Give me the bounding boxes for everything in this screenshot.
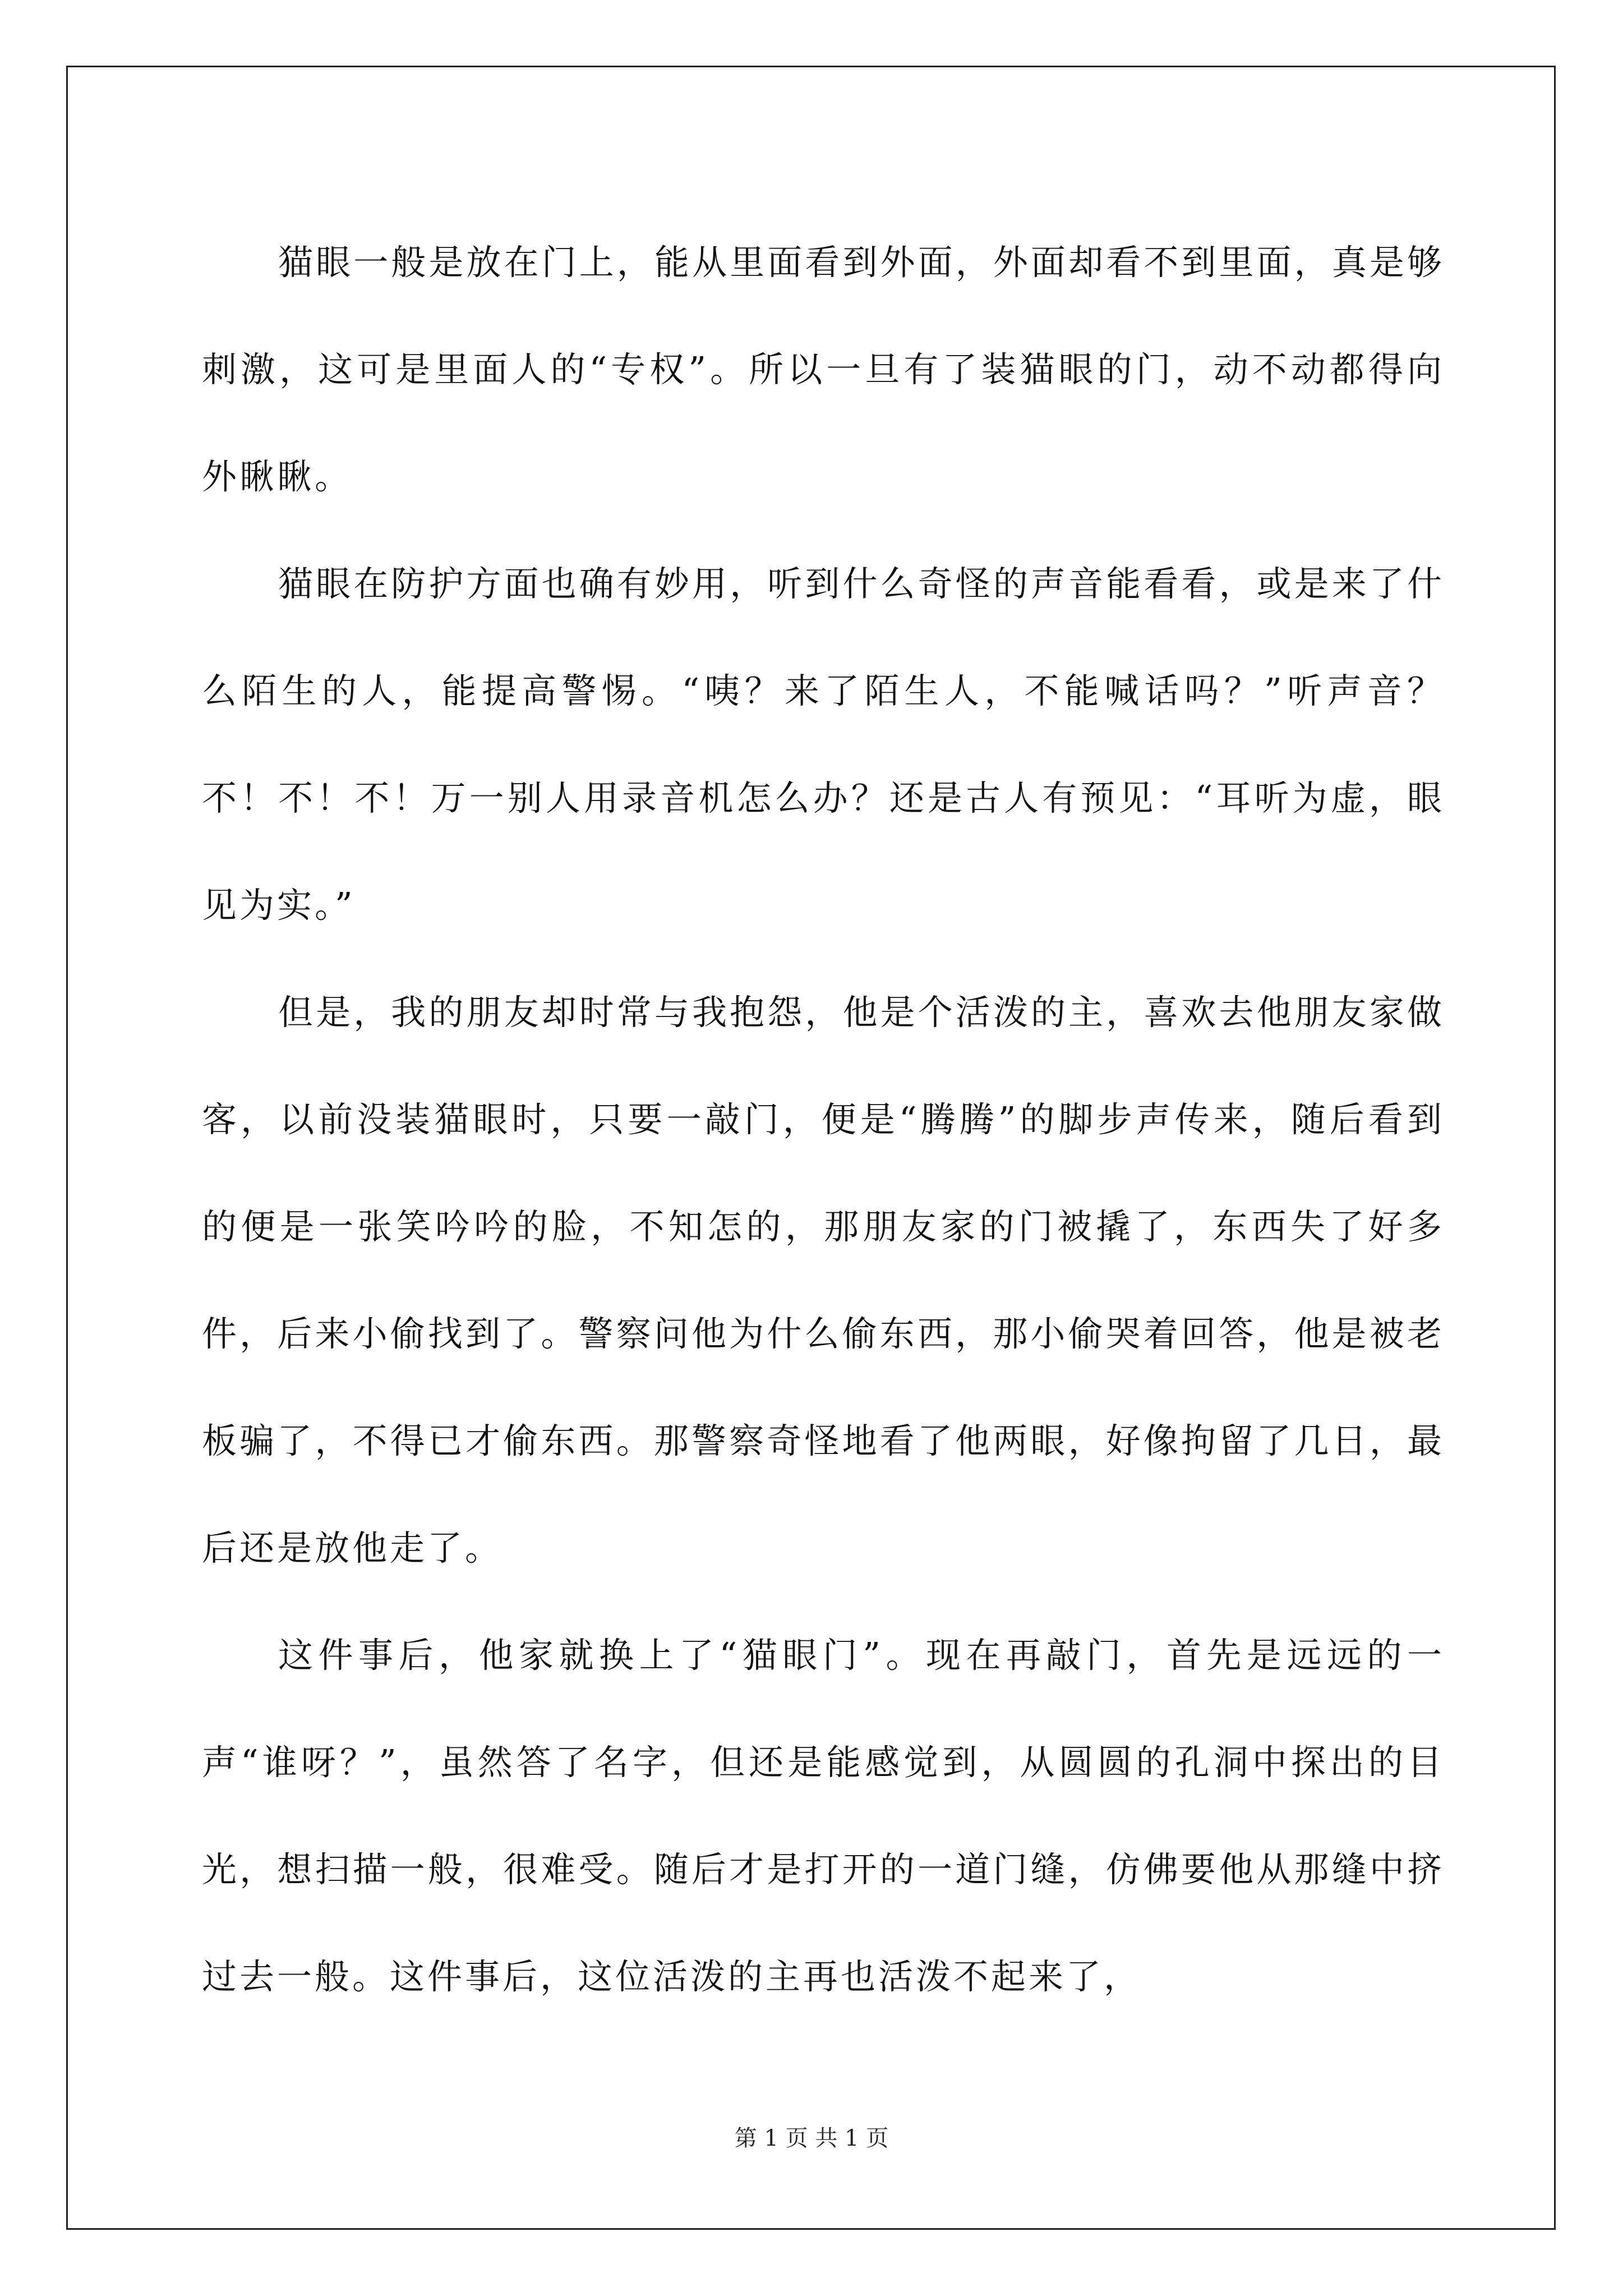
paragraph-3: 但是，我的朋友却时常与我抱怨，他是个活泼的主，喜欢去他朋友家做客，以前没装猫眼时，只要一敲门，便是“腾腾”的脚步声传来，随后看到的便是一张笑吟吟的脸，不知怎的，那朋友家的门被撬了，东西失了好多件，后来小偷找到了。警察问他为什么偷东西，那小偷哭着回答，他是被老板骗了，不得已才偷东西。那警察奇怪地看了他两眼，好像拘留了几日，最后还是放他走了。 [202,992,1445,1568]
page-number-footer: 第 1 页 共 1 页 [734,2125,889,2151]
paragraph-1: 猫眼一般是放在门上，能从里面看到外面，外面却看不到里面，真是够刺激，这可是里面人的“专权”。所以一旦有了装猫眼的门，动不动都得向外瞅瞅。 [202,242,1445,497]
paragraph-2: 猫眼在防护方面也确有妙用，听到什么奇怪的声音能看看，或是来了什么陌生的人，能提高警惕。“咦？来了陌生人，不能喊话吗？”听声音？不！不！不！万一别人用录音机怎么办？还是古人有预见：“耳听为虚，眼见为实。” [202,563,1445,926]
document-body [202,209,1445,2030]
paragraph-4: 这件事后，他家就换上了“猫眼门”。现在再敲门，首先是远远的一声“谁呀？”，虽然答了名字，但还是能感觉到，从圆圆的孔洞中探出的目光，想扫描一般，很难受。随后才是打开的一道门缝，仿佛要他从那缝中挤过去一般。这件事后，这位活泼的主再也活泼不起来了， [202,1635,1445,1997]
